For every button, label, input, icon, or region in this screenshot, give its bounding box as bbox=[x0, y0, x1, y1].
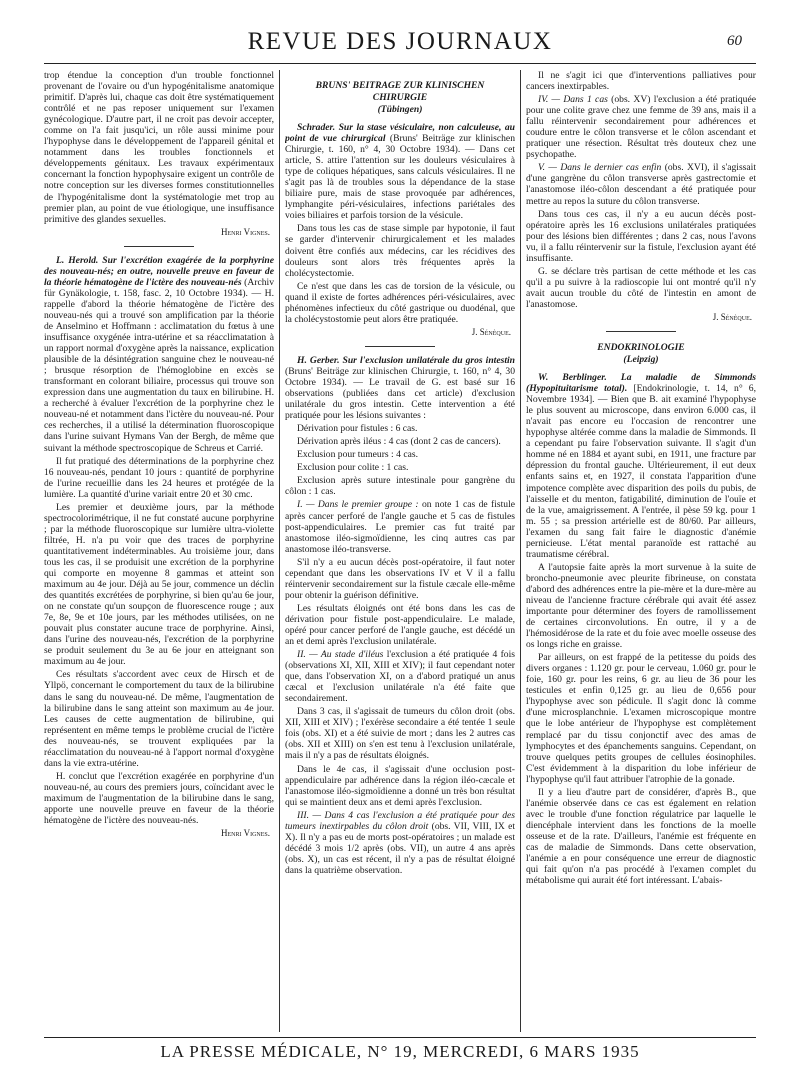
section-text: l'exclusion a été pratiquée 4 fois (observations XI, XII, XIII et XIV); il faut cependant noter que, dans l'observation XI, on a d'abord pratiqué un anus cæcal et l'exclusion unilatérale n'a été faite que secondairement. bbox=[285, 649, 515, 705]
author-signature: Henri Vignes. bbox=[220, 828, 270, 839]
section-paragraph bbox=[526, 162, 756, 206]
section-paragraph bbox=[285, 810, 515, 876]
section-lead: IV. — Dans 1 cas bbox=[538, 94, 608, 106]
list-item: Exclusion pour tumeurs : 4 cas. bbox=[297, 449, 418, 461]
journal-heading bbox=[285, 80, 515, 116]
header-rule bbox=[44, 63, 756, 64]
paragraph: S'il n'y a eu aucun décès post-opératoire, il faut noter cependant que dans les observations IV et V il a fallu réintervenir secondairement sur la fistule cæcale elle-même pour obtenir la guérison définitive. bbox=[285, 556, 515, 601]
article-paragraph bbox=[44, 255, 274, 454]
paragraph: H. conclut que l'excrétion exagérée en porphyrine d'un nouveau-né, au cours des premiers jours, coïncidant avec le maximum de l'augmentation de la bilirubine dans le sang, apporte une nouvelle preuve en faveur de la théorie hématogène de l'ictère des nouveau-nés. bbox=[44, 770, 274, 827]
article-title: W. Berblinger. La maladie de Simmonds (Hypopituitarisme total). bbox=[526, 372, 756, 395]
page-number: 60 bbox=[727, 33, 742, 49]
journal-name: ENDOKRINOLOGIE bbox=[597, 342, 685, 354]
article-title: Schrader. Sur la stase vésiculaire, non calculeuse, au point de vue chirurgical bbox=[285, 122, 515, 145]
section-lead: II. — Au stade d'iléus bbox=[297, 649, 384, 661]
author-signature: Henri Vignes. bbox=[220, 226, 270, 237]
section-text: (obs. VII, VIII, IX et X). Il n'y a pas eu de morts post-opératoires ; un malade est décédé 3 mois 1/2 après (obs. VII), un autre 4 ans après (obs. X), un cas est récent, il n'y a pas de résultat éloigné dans la quatrième observation. bbox=[285, 820, 515, 876]
section-lead: III. — Dans 4 cas l'exclusion a été pratiquée pour des tumeurs inextirpables du côlon droit bbox=[285, 809, 515, 832]
article-paragraph bbox=[526, 372, 756, 560]
page-title: REVUE DES JOURNAUX bbox=[247, 28, 553, 55]
author-signature: J. Sénèque. bbox=[471, 326, 511, 337]
column-2 bbox=[285, 70, 515, 1032]
paragraph: Ce n'est que dans les cas de torsion de la vésicule, ou quand il existe de fortes adhérences péri-vésiculaires, avec phénomènes infectieux du côté gastrique ou duodénal, que la cholécystostomie peut alors être pratiquée. bbox=[285, 280, 515, 325]
section-lead: I. — Dans le premier groupe : bbox=[297, 499, 419, 511]
paragraph: Les résultats éloignés ont été bons dans les cas de dérivation pour fistule post-appendiculaire. Le malade, opéré pour cancer perforé de l'angle gauche, est décédé un an et demi après l'exclusion unilatérale. bbox=[285, 602, 515, 648]
section-text: (obs. XVI), il s'agissait d'une gangrène du côlon transverse après gastrectomie et l'anastomose iléo-côlon descendant a été pratiquée pour mettre au repos la suture du côlon transverse. bbox=[526, 162, 756, 207]
section-paragraph bbox=[285, 649, 515, 704]
section-text: (obs. XV) l'exclusion a été pratiquée pour une colite grave chez une femme de 39 ans, mais il a fallu réintervenir secondairement pour adhérences et coudure entre le côlon transverse et le côlon ascendant et pratiquer une résection. Résultat très douteux chez une psychopathe. bbox=[526, 94, 756, 161]
separator bbox=[365, 346, 435, 347]
separator bbox=[124, 246, 194, 247]
paragraph: Les premier et deuxième jours, par la méthode spectrocolorimétrique, il ne fut constaté aucune porphyrine ; par la méthode fluoroscopique sur lumière ultra-violette filtrée, H. n'a pu voir que des traces de porphyrine quantitativement indéterminables. Au troisième jour, dans tous les cas, il se produisit une excrétion de la porphyrine qui comporte en moyenne 8 gammas et atteint son maximum au 4e jour. Déjà au 5e jour, commence un déclin des quantités excrétées de porphyrine, si bien qu'au 6e jour, on ne constate qu'un soupçon de fluorescence rouge ; aux 7e, 8e, 9e et 10e jours, par les méthodes utilisées, on ne pouvait plus constater aucune trace de porphyrine. Ainsi, dans l'urine des nouveau-nés, l'excrétion de la porphyrine se produit seulement du 3e au 6e jour en atteignant son maximum au 4e jour. bbox=[44, 501, 274, 668]
list-item: Dérivation pour fistules : 6 cas. bbox=[297, 423, 418, 435]
paragraph: Dans tous les cas de stase simple par hypotonie, il faut se garder d'intervenir chirurgicalement et les malades doivent être confiés aux médecins, car les récidives des douleurs sont alors très fréquentes après la cholécystectomie. bbox=[285, 223, 515, 279]
footer-rule bbox=[44, 1037, 756, 1038]
article-reference: (Archiv für Gynäkologie, t. 158, fasc. 2, 10 Octobre 1934). — H. rappelle d'abord la théorie hématogène de l'ictère des nouveau-nés qui a trouvé son amplification par la théorie de Anselmino et Hoffmann : acclimatation du fœtus à une insuffisance oxygénée intra-utérine et sa réacclimatation à un rapport normal d'oxygène après la naissance, explication plausible de la désintégration sanguine chez le nouveau-né ; brusque résorption de l'hémoglobine en excès se transformant en colorant biliaire, processus qui trouve son expression dans une augmentation du taux en bilirubine. H. a recherché à évaluer l'excrétion de la porphyrine chez le nouveau-né et notamment dans l'ictère du nouveau-né. Pour ces recherches, il a utilisé la détermination fluoroscopique dans l'urine suivant Hymans Van der Bergh, de même que suivant la méthode spectroscopique de Schreus et Carrié. bbox=[44, 276, 274, 454]
article-reference: (Bruns' Beiträge zur klinischen Chirurgie, t. 160, n° 4, 30 Octobre 1934). — Le travail de G. est basé sur 16 observations (publiées dans cet article) d'exclusion unilatérale du gros intestin. Cette intervention a été pratiquée pour les lésions suivantes : bbox=[285, 365, 515, 422]
paragraph: Il fut pratiqué des déterminations de la porphyrine chez 16 nouveau-nés, pendant 10 jours : quantité de porphyrine de l'urine recueillie dans les 24 heures et protégée de la lumière. La quantité d'urine variait entre 20 et 30 cmc. bbox=[44, 455, 274, 500]
column-1 bbox=[44, 70, 274, 1032]
paragraph: Dans tous ces cas, il n'y a eu aucun décès post-opératoire après les 16 exclusions unilatérales pratiquées pour des lésions bien différentes ; dans 2 cas, nous l'avons vu, il a fallu réintervenir sur la fistule, l'exclusion ayant été insuffisante. bbox=[526, 208, 756, 264]
article-reference: [Endokrinologie, t. 14, n° 6, Novembre 1934]. — Bien que B. ait examiné l'hypophyse le plus souvent au microscope, dans environ 6.000 cas, il n'avait pas encore eu l'occasion de rencontrer une hypophyse altérée comme dans la maladie de Simmonds. Il a cependant pu faire l'observation suivante. Il s'agit d'un homme né en 1884 et ayant subi, en 1911, une fracture par dépression du frontal gauche. Ultérieurement, il eut deux enfants sains et, en 1927, il constata l'apparition d'une impotence complète avec disparition des poils du pubis, de l'aisselle et du menton, fatigabilité, diminution de l'ouïe et de la vue, amaigrissement. A l'entrée, il pèse 59 kg. pour 1 m. 55 ; sa pression artérielle est de 80/60. Par ailleurs, l'examen du sang fait faire le diagnostic d'anémie pernicieuse. L'état mental paranoïde est rattaché au traumatisme cérébral. bbox=[526, 383, 756, 560]
journal-city: (Leipzig) bbox=[623, 354, 659, 366]
section-paragraph bbox=[285, 499, 515, 554]
column-3 bbox=[526, 70, 756, 1032]
list-item: Exclusion pour colite : 1 cas. bbox=[297, 462, 409, 474]
masthead bbox=[0, 0, 800, 62]
section-lead: V. — Dans le dernier cas enfin bbox=[538, 162, 662, 174]
page-footer: LA PRESSE MÉDICALE, N° 19, MERCREDI, 6 MARS 1935 bbox=[160, 1042, 640, 1061]
paragraph: A l'autopsie faite après la mort survenue à la suite de broncho-pneumonie avec pleurite fibrineuse, on constata d'abord des adhérences entre la pie-mère et la dure-mère au niveau de l'ancienne fracture cérébrale qui avait été assez importante pour déterminer des foyers de ramollissement de certaines circonvolutions. En outre, il y a de l'hémosidérose de la rate et du foie avec moelle osseuse des os longs riche en graisse. bbox=[526, 561, 756, 651]
paragraph: Il ne s'agit ici que d'interventions palliatives pour cancers inextirpables. bbox=[526, 70, 756, 93]
article-paragraph bbox=[285, 355, 515, 421]
paragraph: Ces résultats s'accordent avec ceux de Hirsch et de Yllpö, concernant le comportement du taux de la bilirubine dans le sang du nouveau-né. De même, l'augmentation de la bilirubine dans le sang atteint son maximum au 4e jour. Les causes de cette augmentation de bilirubine, qui représentent en même temps le problème crucial de l'ictère des nouveau-nés, se trouvent expliquées par la réacclimatation du nouveau-né à l'apport normal d'oxygène dans la vie extra-utérine. bbox=[44, 669, 274, 769]
list-item: Dérivation après iléus : 4 cas (dont 2 cas de cancers). bbox=[297, 436, 501, 448]
paragraph: Par ailleurs, on est frappé de la petitesse du poids des divers organes : 1.120 gr. pour le cerveau, 1.060 gr. pour le foie, 160 gr. pour les reins, 6 gr. au lieu de 36 pour les testicules et enfin 0,125 gr. au lieu de 0,656 pour l'hypophyse avec son pédicule. Il s'agit donc là comme d'une microsplanchnie. L'examen microscopique montre que le lobe antérieur de l'hypophyse est complètement remplacé par du tissu conjonctif avec des amas de lymphocytes et des épanchements sanguins. Cependant, on trouve quelques petits groupes de cellules éosinophiles. C'est évidemment à la disparition du lobe inférieur de l'hypophyse qu'il faut attribuer l'atrophie de la gonade. bbox=[526, 652, 756, 785]
section-text: on note 1 cas de fistule après cancer perforé de l'angle gauche et 5 cas de fistules post-appendiculaires. Le premier cas fut traité par anastomose iléo-sigmoïdienne, les cinq autres cas par anastomose iléo-transverse. bbox=[285, 499, 515, 555]
column-divider bbox=[520, 70, 521, 1032]
journal-name-cont: CHIRURGIE bbox=[372, 92, 428, 103]
journal-city: (Tübingen) bbox=[377, 104, 423, 115]
paragraph: Dans 3 cas, il s'agissait de tumeurs du côlon droit (obs. XII, XIII et XIV) ; l'exérèse secondaire a été tentée 1 seule fois (obs. XI) et a été suivie de mort ; dans les 2 autres cas (obs. XII et XIII) on s'en est tenu à l'exclusion unilatérale, mais il n'y a pas de résultats éloignés. bbox=[285, 706, 515, 762]
journal-name: BRUNS' BEITRAGE ZUR KLINISCHEN bbox=[315, 80, 485, 91]
journal-heading bbox=[526, 342, 756, 366]
section-paragraph bbox=[526, 94, 756, 160]
list-item: Exclusion après suture intestinale pour gangrène du côlon : 1 cas. bbox=[285, 475, 515, 498]
author-signature: J. Sénèque. bbox=[712, 311, 752, 322]
paragraph: G. se déclare très partisan de cette méthode et les cas qu'il a pu suivre à la radioscopie lui ont montré qu'il n'y avait aucun trouble du côté de l'intestin en amont de l'anastomose. bbox=[526, 265, 756, 310]
article-title: H. Gerber. Sur l'exclusion unilatérale du gros intestin bbox=[297, 354, 515, 366]
article-title: L. Herold. Sur l'excrétion exagérée de la porphyrine des nouveau-nés; en outre, nouvelle preuve en faveur de la théorie hématogène de l'ictère des nouveau-nés bbox=[44, 254, 274, 288]
paragraph: Il y a lieu d'autre part de considérer, d'après B., que l'anémie observée dans ce cas est également en relation avec le trouble d'une fonction régulatrice par laquelle le diencéphale intervient dans les fonctions de la moelle osseuse et de la rate. D'ailleurs, l'anémie est fréquente en cas de maladie de Simmonds. Dans cette observation, l'anémie a en pour conséquence une erreur de diagnostic qui fait qu'on n'a pas procédé à l'examen complet du métabolisme qui aurait été fort intéressant. L'abais- bbox=[526, 786, 756, 887]
paragraph: trop étendue la conception d'un trouble fonctionnel provenant de l'ovaire ou d'un hypogénitalisme anatomique primitif. D'après lui, chaque cas doit être systématiquement contrôlé et ne pas reposer uniquement sur l'examen gynécologique. D'autre part, il ne croit pas devoir accepter, comme on l'a fait jusqu'ici, un rôle aussi minime pour l'hypophyse dans le développement de l'appareil génital et notamment dans les troubles fonctionnels et développements génitaux. Les travaux expérimentaux concernant la fonction hypophysaire exigent un contrôle de notre conception sur les diverses formes constitutionnelles de l'hypogénitalisme dont la systématologie met trop au premier plan, au point de vue étiologique, une insuffisance primitive des glandes sexuelles. bbox=[44, 70, 274, 225]
column-divider bbox=[279, 70, 280, 1032]
article-reference: (Bruns' Beiträge zur klinischen Chirurgie, t. 160, n° 4, 30 Octobre 1934). — Dans cet article, S. attire l'attention sur les douleurs vésiculaires à type de coliques hépatiques, sans calculs vésiculaires. Il ne s'agit pas là de troubles sous la dépendance de la stase biliaire pure, mais de stase provoquée par adhérences, lymphangite péri-vésiculaires, infections pariétales des voies biliaires et parfois torsion de la vésicule. bbox=[285, 133, 515, 222]
article-paragraph bbox=[285, 122, 515, 221]
paragraph: Dans le 4e cas, il s'agissait d'une occlusion post-appendiculaire par adhérence dans la région iléo-cæcale et l'anastomose iléo-sigmoïdienne a donné un très bon résultat qui se maintient deux ans et demi après l'exclusion. bbox=[285, 763, 515, 808]
separator bbox=[606, 331, 676, 332]
